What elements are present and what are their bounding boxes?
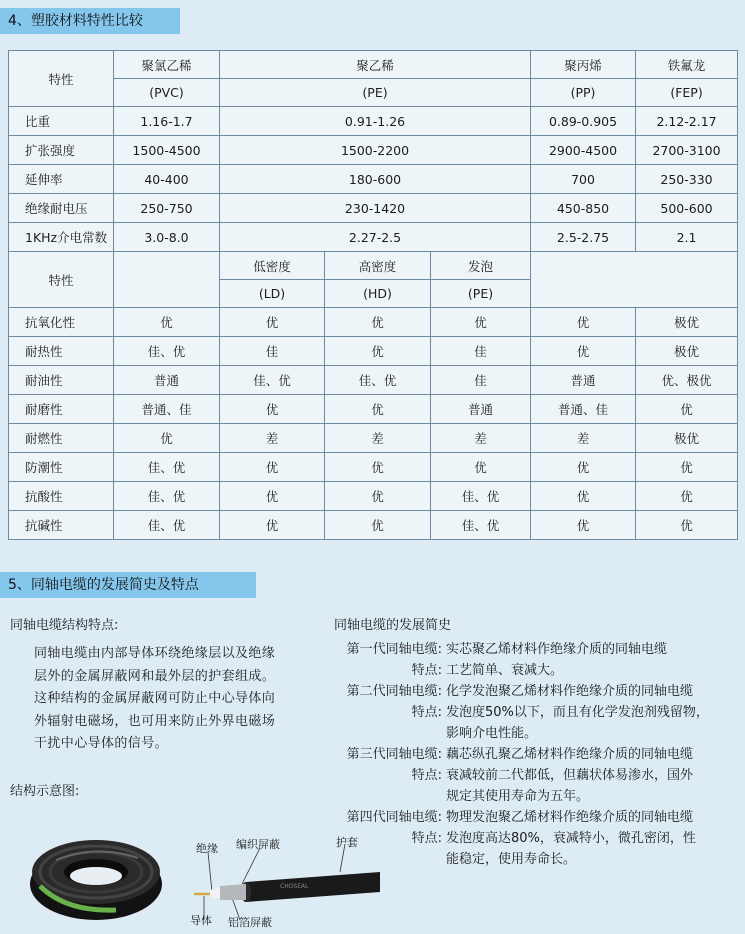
pvc-value: 普通、佳 (114, 395, 220, 424)
row-label: 比重 (9, 107, 114, 136)
blank-cell (114, 252, 220, 308)
pvc-value: 佳、优 (114, 453, 220, 482)
header-hd-abbr: (HD) (325, 280, 431, 308)
table-row (9, 337, 738, 366)
foam-value: 优 (431, 453, 531, 482)
history-label: 特点: (411, 831, 442, 846)
history-text: 规定其使用寿命为五年。 (446, 789, 590, 804)
row-label: 1KHz介电常数 (9, 223, 114, 252)
header-pe-abbr: (PE) (220, 79, 531, 107)
header-row (9, 79, 738, 107)
history-text: 化学发泡聚乙烯材料作绝缘介质的同轴电缆 (446, 684, 694, 699)
ld-value: 优 (220, 453, 325, 482)
ld-value: 优 (220, 511, 325, 540)
fep-value: 极优 (636, 424, 738, 453)
diagram-title: 结构示意图: (10, 784, 80, 799)
history-text: 发泡度高达80%，衰减特小，微孔密闭，性 (446, 831, 696, 846)
ld-value: 佳 (220, 337, 325, 366)
pp-value: 2.5-2.75 (531, 223, 636, 252)
header-label: 特性 (9, 51, 114, 107)
structure-line: 这种结构的金属屏蔽网可防止中心导体向 (34, 691, 276, 706)
structure-title: 同轴电缆结构特点: (10, 618, 119, 633)
foam-value: 优 (431, 308, 531, 337)
fep-value: 极优 (636, 337, 738, 366)
header-fep-abbr: (FEP) (636, 79, 738, 107)
pp-value: 普通 (531, 366, 636, 395)
development-history (334, 614, 744, 870)
header-foam-abbr: (PE) (431, 280, 531, 308)
label-jacket: 护套 (336, 836, 358, 849)
header-row (9, 51, 738, 79)
foam-value: 佳 (431, 337, 531, 366)
label-braid-shield: 编织屏蔽 (236, 838, 280, 851)
row-label: 防潮性 (9, 453, 114, 482)
pe-value: 230-1420 (220, 194, 531, 223)
section-4-heading: 4、塑胶材料特性比较 (0, 8, 180, 34)
pp-value: 0.89-0.905 (531, 107, 636, 136)
table-row (9, 424, 738, 453)
history-label (334, 723, 444, 744)
fep-value: 2.12-2.17 (636, 107, 738, 136)
ld-value: 优 (220, 308, 325, 337)
history-text: 影响介电性能。 (446, 726, 538, 741)
header-ld-abbr: (LD) (220, 280, 325, 308)
header-label: 特性 (9, 252, 114, 308)
pvc-value: 佳、优 (114, 511, 220, 540)
history-text: 能稳定，使用寿命长。 (446, 852, 577, 867)
pe-value: 0.91-1.26 (220, 107, 531, 136)
structure-line: 层外的金属屏蔽网和最外层的护套组成。 (34, 668, 276, 684)
foam-value: 佳 (431, 366, 531, 395)
table-row (9, 395, 738, 424)
row-label: 耐燃性 (9, 424, 114, 453)
pvc-value: 优 (114, 308, 220, 337)
history-text: 发泡度50%以下，而且有化学发泡剂残留物， (446, 705, 709, 720)
row-label: 抗酸性 (9, 482, 114, 511)
history-label: 特点: (411, 705, 442, 720)
hd-value: 差 (325, 424, 431, 453)
hd-value: 优 (325, 511, 431, 540)
row-label: 耐油性 (9, 366, 114, 395)
svg-text:CHOSEAL: CHOSEAL (280, 883, 309, 890)
structure-line: 干扰中心导体的信号。 (34, 736, 169, 751)
cable-coil-image (26, 826, 166, 922)
history-list (334, 639, 744, 870)
ld-value: 优 (220, 482, 325, 511)
table-row (9, 453, 738, 482)
label-conductor: 导体 (190, 914, 212, 927)
fep-value: 极优 (636, 308, 738, 337)
fep-value: 500-600 (636, 194, 738, 223)
row-label: 抗碱性 (9, 511, 114, 540)
pp-value: 差 (531, 424, 636, 453)
fep-value: 250-330 (636, 165, 738, 194)
header-pe: 聚乙稀 (220, 51, 531, 79)
pp-value: 优 (531, 482, 636, 511)
structure-line: 外辐射电磁场，也可用来防止外界电磁场 (34, 713, 276, 729)
fep-value: 2700-3100 (636, 136, 738, 165)
ld-value: 优 (220, 395, 325, 424)
table-row (9, 165, 738, 194)
ld-value: 佳、优 (220, 366, 325, 395)
pvc-value: 佳、优 (114, 482, 220, 511)
blank-cell (531, 252, 738, 308)
pvc-value: 优 (114, 424, 220, 453)
history-label: 第四代同轴电缆: (346, 810, 442, 825)
table-row (9, 136, 738, 165)
header-hd: 高密度 (325, 252, 431, 280)
structure-line: 同轴电缆由内部导体环绕绝缘层以及绝缘 (34, 646, 276, 661)
pe-value: 180-600 (220, 165, 531, 194)
fep-value: 2.1 (636, 223, 738, 252)
foam-value: 佳、优 (431, 482, 531, 511)
pvc-value: 佳、优 (114, 337, 220, 366)
history-label: 第一代同轴电缆: (346, 642, 442, 657)
fep-value: 优、极优 (636, 366, 738, 395)
history-text: 衰减较前二代都低，但藕状体易渗水，国外 (446, 768, 694, 783)
history-text: 实芯聚乙烯材料作绝缘介质的同轴电缆 (446, 642, 668, 657)
header-pvc-abbr: (PVC) (114, 79, 220, 107)
header-row (9, 252, 738, 280)
foam-value: 普通 (431, 395, 531, 424)
table-row (9, 194, 738, 223)
header-ld: 低密度 (220, 252, 325, 280)
label-foil-shield: 铝箔屏蔽 (228, 916, 272, 929)
header-pp-abbr: (PP) (531, 79, 636, 107)
pe-value: 2.27-2.5 (220, 223, 531, 252)
pp-value: 优 (531, 337, 636, 366)
fep-value: 优 (636, 511, 738, 540)
pp-value: 优 (531, 308, 636, 337)
row-label: 耐磨性 (9, 395, 114, 424)
pvc-value: 3.0-8.0 (114, 223, 220, 252)
row-label: 抗氧化性 (9, 308, 114, 337)
table-row (9, 511, 738, 540)
pp-value: 700 (531, 165, 636, 194)
pvc-value: 250-750 (114, 194, 220, 223)
hd-value: 佳、优 (325, 366, 431, 395)
pvc-value: 1500-4500 (114, 136, 220, 165)
hd-value: 优 (325, 395, 431, 424)
pvc-value: 40-400 (114, 165, 220, 194)
fep-value: 优 (636, 482, 738, 511)
row-label: 绝缘耐电压 (9, 194, 114, 223)
header-pp: 聚丙烯 (531, 51, 636, 79)
plastics-comparison-table (8, 50, 738, 540)
hd-value: 优 (325, 482, 431, 511)
history-text: 物理发泡聚乙烯材料作绝缘介质的同轴电缆 (446, 810, 694, 825)
pp-value: 450-850 (531, 194, 636, 223)
header-foam: 发泡 (431, 252, 531, 280)
history-text: 工艺简单、衰减大。 (446, 663, 564, 678)
history-label (334, 786, 444, 807)
row-label: 延伸率 (9, 165, 114, 194)
pp-value: 优 (531, 453, 636, 482)
table-row (9, 366, 738, 395)
hd-value: 优 (325, 453, 431, 482)
history-label: 第二代同轴电缆: (346, 684, 442, 699)
history-text: 藕芯纵孔聚乙烯材料作绝缘介质的同轴电缆 (446, 747, 694, 762)
table-row (9, 107, 738, 136)
fep-value: 优 (636, 453, 738, 482)
foam-value: 佳、优 (431, 511, 531, 540)
row-label: 扩张强度 (9, 136, 114, 165)
table-row (9, 308, 738, 337)
history-label: 特点: (411, 768, 442, 783)
pp-value: 普通、佳 (531, 395, 636, 424)
hd-value: 优 (325, 308, 431, 337)
pvc-value: 普通 (114, 366, 220, 395)
history-label: 特点: (411, 663, 442, 678)
row-label: 耐热性 (9, 337, 114, 366)
history-label: 第三代同轴电缆: (346, 747, 442, 762)
table-row (9, 223, 738, 252)
pe-value: 1500-2200 (220, 136, 531, 165)
table-row (9, 482, 738, 511)
section-5-heading: 5、同轴电缆的发展简史及特点 (0, 572, 256, 598)
ld-value: 差 (220, 424, 325, 453)
structure-features (10, 614, 320, 756)
header-pvc: 聚氯乙稀 (114, 51, 220, 79)
hd-value: 优 (325, 337, 431, 366)
pp-value: 优 (531, 511, 636, 540)
history-title: 同轴电缆的发展简史 (334, 618, 452, 633)
foam-value: 差 (431, 424, 531, 453)
fep-value: 优 (636, 395, 738, 424)
label-insulation: 绝缘 (196, 842, 218, 855)
pvc-value: 1.16-1.7 (114, 107, 220, 136)
pp-value: 2900-4500 (531, 136, 636, 165)
header-fep: 铁氟龙 (636, 51, 738, 79)
